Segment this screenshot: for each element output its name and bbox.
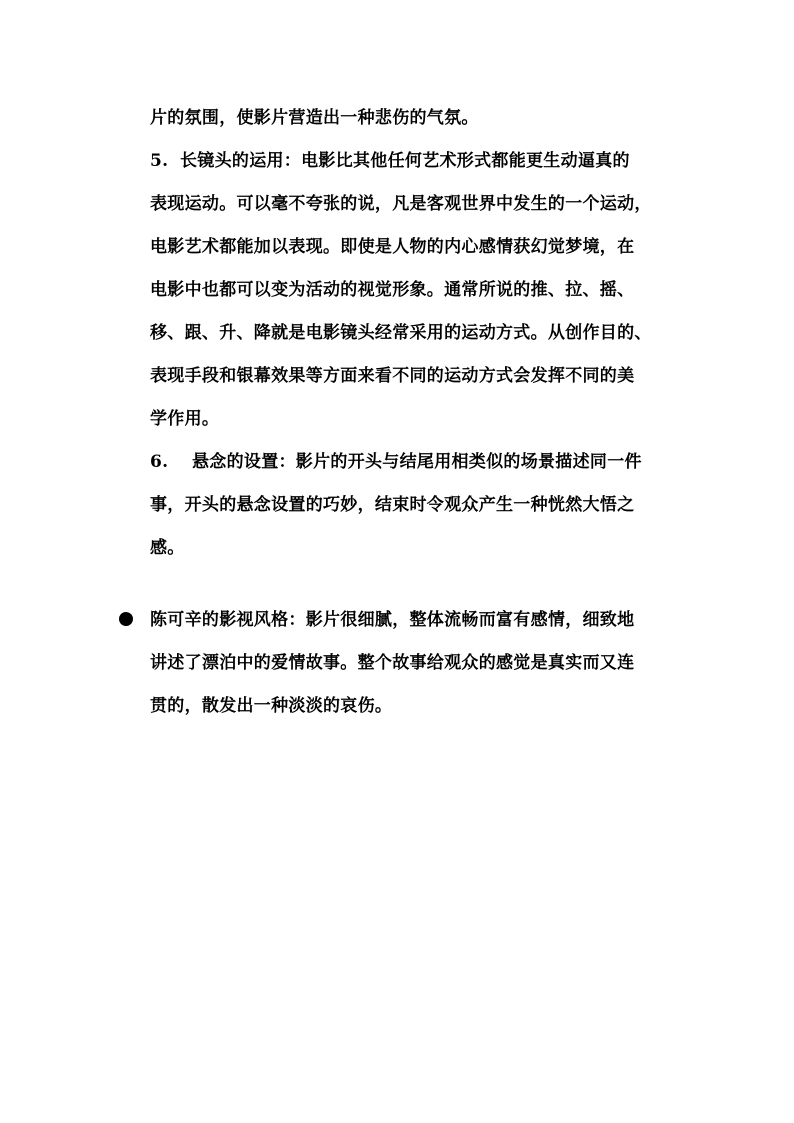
bullet-paragraph-line: 贯的，散发出一种淡淡的哀伤。 <box>150 696 393 716</box>
paragraph-line: 电影中也都可以变为活动的视觉形象。通常所说的推、拉、摇、 <box>150 280 635 300</box>
list-item-text: 长镜头的运用：电影比其他任何艺术形式都能更生动逼真的 <box>180 151 630 171</box>
paragraph-line: 移、跟、升、降就是电影镜头经常采用的运动方式。从创作目的、 <box>150 323 652 343</box>
paragraph-line: 表现运动。可以毫不夸张的说，凡是客观世界中发生的一个运动， <box>150 194 652 214</box>
paragraph-line: 电影艺术都能加以表现。即使是人物的内心感情获幻觉梦境，在 <box>150 237 635 257</box>
bullet-paragraph-line: 讲述了漂泊中的爱情故事。整个故事给观众的感觉是真实而又连 <box>150 653 635 673</box>
paragraph-line: 感。 <box>150 538 185 558</box>
list-item-6 <box>150 451 690 473</box>
bullet-paragraph-line: 陈可辛的影视风格：影片很细腻，整体流畅而富有感情，细致地 <box>150 610 635 630</box>
paragraph-line: 事，开头的悬念设置的巧妙，结束时令观众产生一种恍然大悟之 <box>150 495 635 515</box>
paragraph-line: 片的氛围，使影片营造出一种悲伤的气氛。 <box>150 108 479 128</box>
list-number: 6. <box>150 452 169 472</box>
paragraph-line: 表现手段和银幕效果等方面来看不同的运动方式会发挥不同的美 <box>150 366 635 386</box>
list-item-5 <box>150 150 690 172</box>
bullet-icon <box>119 612 133 626</box>
list-item-text: 悬念的设置：影片的开头与结尾用相类似的场景描述同一件 <box>192 452 642 472</box>
list-number: 5. <box>150 151 169 171</box>
paragraph-line: 学作用。 <box>150 409 220 429</box>
